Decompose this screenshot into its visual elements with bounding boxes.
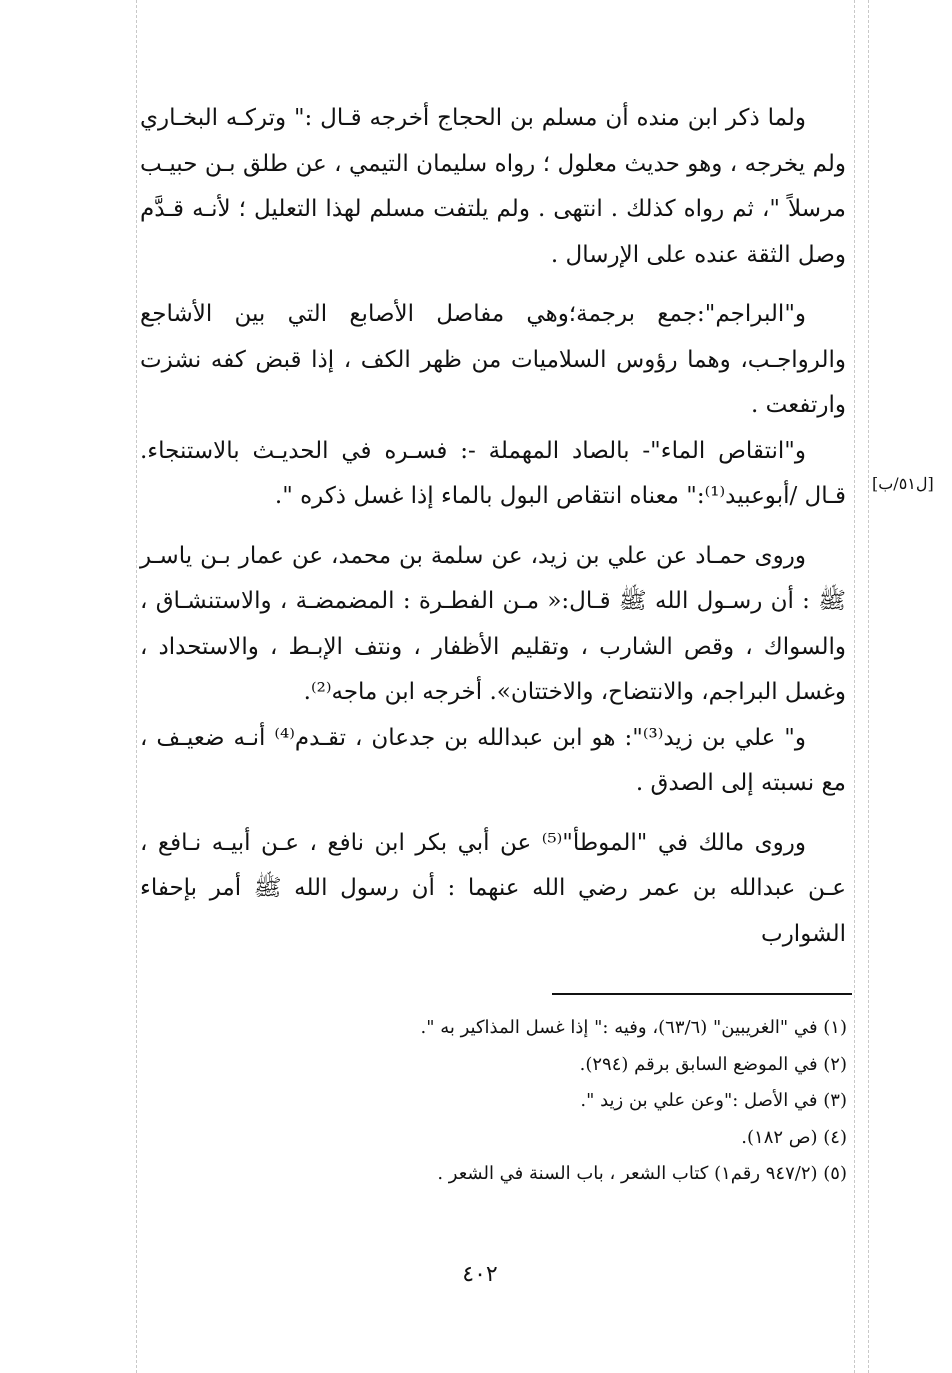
footnote-item: (١) في "الغريبين" (٦٣/٦)، وفيه :" إذا غسل المذاكير به ". bbox=[420, 1017, 847, 1038]
manuscript-folio-note: [ل٥١/ب] bbox=[872, 474, 934, 493]
paragraph-malik-muwatta: وروى مالك في "الموطأ"⁽⁵⁾ عن أبي بكر ابن نافع ، عـن أبيـه نـافع ، عـن عبدالله بن عمر رضي الله عنهما : أن رسول الله ﷺ أمر بإحفاء الشوارب bbox=[140, 829, 846, 947]
footnote-item: (٤) (ص ١٨٢). bbox=[741, 1126, 847, 1148]
paragraph-ibn-mandah: ولما ذكر ابن منده أن مسلم بن الحجاج أخرجه قـال :" وتركـه البخـاري ولم يخرجه ، وهو حديث معلول ؛ رواه سليمان التيمي ، عن طلق بـن حبيـب مرسلاً "، ثم رواه كذلك . انتهى . ولم يلتفت مسلم لهذا التعليل ؛ لأنـه قـدَّم وصل الثقة عنده على الإرسال . bbox=[140, 105, 846, 268]
page-guide-line bbox=[136, 0, 137, 1373]
main-text bbox=[140, 96, 846, 957]
page-guide-line bbox=[868, 0, 869, 1373]
footnotes bbox=[300, 1010, 847, 1193]
paragraph-ali-bin-zayd: و" علي بن زيد⁽³⁾": هو ابن عبدالله بن جدعان ، تقـدم⁽⁴⁾ أنـه ضعيـف ، مع نسبته إلى الصدق . bbox=[140, 724, 846, 796]
paragraph-barajim: و"البراجم":جمع برجمة؛وهي مفاصل الأصابع التي بين الأشاجع والرواجـب، وهما رؤوس السلاميات من ظهر الكف ، إذا قبض كفه نشزت وارتفعت . bbox=[140, 301, 846, 418]
page-guide-line bbox=[854, 0, 855, 1373]
footnote-item: (٥) (٩٤٧/٢ رقم١) كتاب الشعر ، باب السنة في الشعر . bbox=[437, 1163, 847, 1184]
paragraph-intiqas-al-maa: و"انتقاص الماء"- بالصاد المهملة -: فسـره في الحديـث بالاستنجاء. قـال /أبوعبيد⁽¹⁾:" معناه انتقاص البول بالماء إذا غسل ذكره ". bbox=[140, 437, 846, 509]
footnote-separator bbox=[552, 993, 852, 995]
footnote-item: (٣) في الأصل :"وعن علي بن زيد ". bbox=[580, 1090, 847, 1111]
footnote-item: (٢) في الموضع السابق برقم (٢٩٤). bbox=[579, 1053, 847, 1075]
page-number: ٤٠٢ bbox=[462, 1262, 498, 1287]
paragraph-hadith-hammad: وروى حمـاد عن علي بن زيد، عن سلمة بن محمد، عن عمار بـن ياسـر ﷺ : أن رسـول الله ﷺ قـال:« مـن الفطـرة : المضمضـة ، والاستنشـاق ، والسواك ، وقص الشارب ، وتقليم الأظفار ، ونتف الإبـط ، والاستحداد ، وغسل البراجم، والانتضاح، والاختتان». أخرجه ابن ماجه⁽²⁾. bbox=[140, 542, 846, 705]
